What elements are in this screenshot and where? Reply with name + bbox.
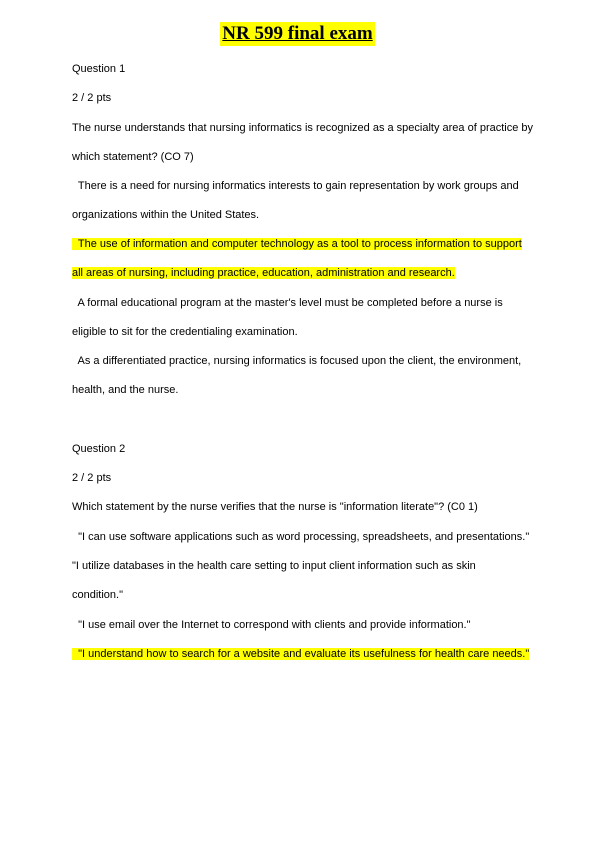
question-1-option-d-line-1: As a differentiated practice, nursing informatics is focused upon the client, the environment,	[72, 355, 522, 367]
question-1-points: 2 / 2 pts	[72, 92, 112, 104]
question-2-points: 2 / 2 pts	[72, 472, 112, 484]
question-1-number: Question 1	[72, 63, 126, 75]
question-1-option-c-line-2: eligible to sit for the credentialing examination.	[72, 326, 298, 338]
question-1-option-a-line-2: organizations within the United States.	[72, 209, 260, 221]
question-1-option-a-line-1: There is a need for nursing informatics interests to gain representation by work groups and	[72, 180, 519, 192]
title-container	[0, 22, 595, 46]
question-1-stem-line-1: The nurse understands that nursing informatics is recognized as a specialty area of practice by	[72, 122, 534, 134]
correct-answer-highlight: The use of information and computer technology as a tool to process information to support	[72, 238, 522, 250]
question-1-option-b-line-1	[72, 237, 522, 251]
correct-answer-highlight: all areas of nursing, including practice, education, administration and research.	[72, 267, 455, 279]
question-1-stem-line-2: which statement? (CO 7)	[72, 151, 194, 163]
correct-answer-highlight: "I understand how to search for a website and evaluate its usefulness for health care needs."	[72, 648, 530, 660]
question-1-option-d-line-2: health, and the nurse.	[72, 384, 179, 396]
question-2-number: Question 2	[72, 443, 126, 455]
question-2-option-c: "I use email over the Internet to correspond with clients and provide information."	[72, 619, 471, 631]
page-title: NR 599 final exam	[222, 23, 373, 44]
question-2-stem: Which statement by the nurse verifies that the nurse is "information literate"? (C0 1)	[72, 501, 478, 513]
question-2-option-d	[72, 647, 529, 661]
question-2-option-b-line-1: "I utilize databases in the health care setting to input client information such as skin	[72, 560, 476, 572]
question-1-option-c-line-1: A formal educational program at the master's level must be completed before a nurse is	[72, 297, 503, 309]
question-2-option-b-line-2: condition."	[72, 589, 123, 601]
question-1-option-b-line-2	[72, 266, 455, 280]
question-2-option-a: "I can use software applications such as word processing, spreadsheets, and presentations."	[72, 531, 530, 543]
